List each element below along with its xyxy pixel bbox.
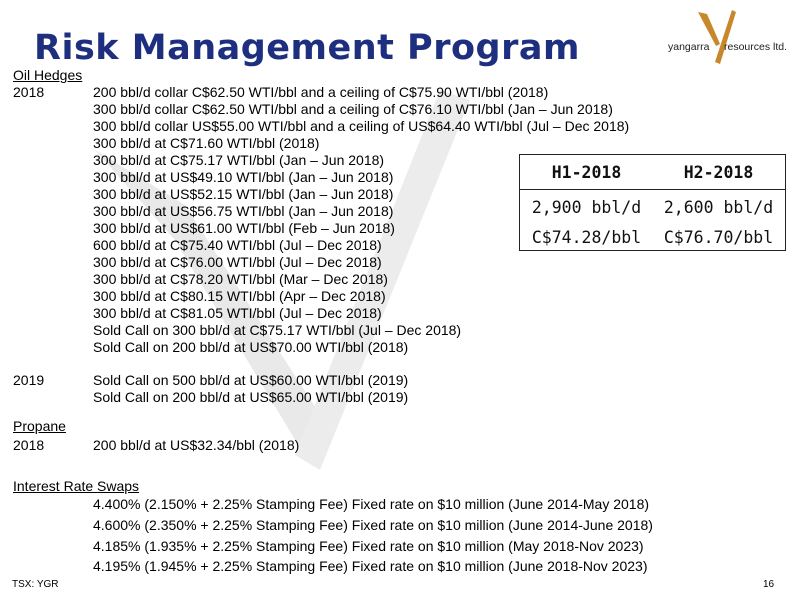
oil-hedges-year-2019: 2019 [13, 372, 45, 388]
oil-hedge-item: 300 bbl/d at C$78.20 WTI/bbl (Mar – Dec 2018) [93, 271, 388, 287]
oil-hedge-item: 300 bbl/d at C$80.15 WTI/bbl (Apr – Dec 2018) [93, 288, 386, 304]
oil-hedge-item: 300 bbl/d at C$71.60 WTI/bbl (2018) [93, 135, 320, 151]
page-title: Risk Management Program [34, 28, 580, 68]
propane-year: 2018 [13, 437, 45, 453]
oil-hedge-item: 600 bbl/d at C$75.40 WTI/bbl (Jul – Dec 2018) [93, 237, 382, 253]
oil-hedge-item: Sold Call on 200 bbl/d at US$65.00 WTI/bbl (2019) [93, 389, 409, 405]
oil-hedge-item: 200 bbl/d collar C$62.50 WTI/bbl and a ceiling of C$75.90 WTI/bbl (2018) [93, 84, 549, 100]
table-header-cell: H2-2018 [683, 163, 754, 182]
oil-hedge-item: Sold Call on 300 bbl/d at C$75.17 WTI/bbl (Jul – Dec 2018) [93, 322, 462, 338]
page-number: 16 [763, 579, 775, 590]
oil-hedges-year-2018: 2018 [13, 84, 45, 100]
table-cell: 2,600 bbl/d [663, 198, 774, 217]
swap-item: 4.400% (2.150% + 2.25% Stamping Fee) Fixed rate on $10 million (June 2014-May 2018) [93, 496, 650, 512]
swap-item: 4.185% (1.935% + 2.25% Stamping Fee) Fixed rate on $10 million (May 2018-Nov 2023) [93, 538, 644, 554]
interest-rate-swaps-heading: Interest Rate Swaps [13, 478, 140, 494]
oil-hedge-item: 300 bbl/d at US$49.10 WTI/bbl (Jan – Jun 2018) [93, 169, 394, 185]
logo-y-mark [668, 8, 793, 68]
oil-hedge-item: 300 bbl/d at US$56.75 WTI/bbl (Jan – Jun 2018) [93, 203, 394, 219]
table-header-cell: H1-2018 [551, 163, 622, 182]
oil-hedge-item: Sold Call on 500 bbl/d at US$60.00 WTI/bbl (2019) [93, 372, 409, 388]
propane-item: 200 bbl/d at US$32.34/bbl (2018) [93, 437, 300, 453]
swap-item: 4.195% (1.945% + 2.25% Stamping Fee) Fixed rate on $10 million (June 2018-Nov 2023) [93, 558, 648, 574]
hedge-summary-table [519, 154, 786, 251]
table-header-row [520, 155, 785, 190]
oil-hedge-item: 300 bbl/d collar US$55.00 WTI/bbl and a ceiling of US$64.40 WTI/bbl (Jul – Dec 2018) [93, 118, 630, 134]
table-cell: C$76.70/bbl [663, 228, 774, 247]
oil-hedge-item: 300 bbl/d at C$76.00 WTI/bbl (Jul – Dec 2018) [93, 254, 382, 270]
company-logo [668, 8, 793, 68]
table-cell: C$74.28/bbl [531, 228, 642, 247]
propane-heading: Propane [13, 418, 66, 434]
swap-item: 4.600% (2.350% + 2.25% Stamping Fee) Fixed rate on $10 million (June 2014-June 2018) [93, 517, 653, 533]
oil-hedge-item: 300 bbl/d at C$75.17 WTI/bbl (Jan – Jun 2018) [93, 152, 385, 168]
oil-hedge-item: 300 bbl/d at US$61.00 WTI/bbl (Feb – Jun 2018) [93, 220, 395, 236]
oil-hedge-item: 300 bbl/d collar C$62.50 WTI/bbl and a ceiling of C$76.10 WTI/bbl (Jan – Jun 2018) [93, 101, 613, 117]
oil-hedge-item: Sold Call on 200 bbl/d at US$70.00 WTI/bbl (2018) [93, 339, 409, 355]
oil-hedge-item: 300 bbl/d at US$52.15 WTI/bbl (Jan – Jun 2018) [93, 186, 394, 202]
logo-text-right: resources ltd. [724, 41, 788, 53]
oil-hedges-heading: Oil Hedges [13, 67, 83, 83]
logo-text-left: yangarra [668, 41, 710, 53]
table-cell: 2,900 bbl/d [531, 198, 642, 217]
oil-hedge-item: 300 bbl/d at C$81.05 WTI/bbl (Jul – Dec 2018) [93, 305, 382, 321]
footer-ticker: TSX: YGR [12, 579, 59, 590]
